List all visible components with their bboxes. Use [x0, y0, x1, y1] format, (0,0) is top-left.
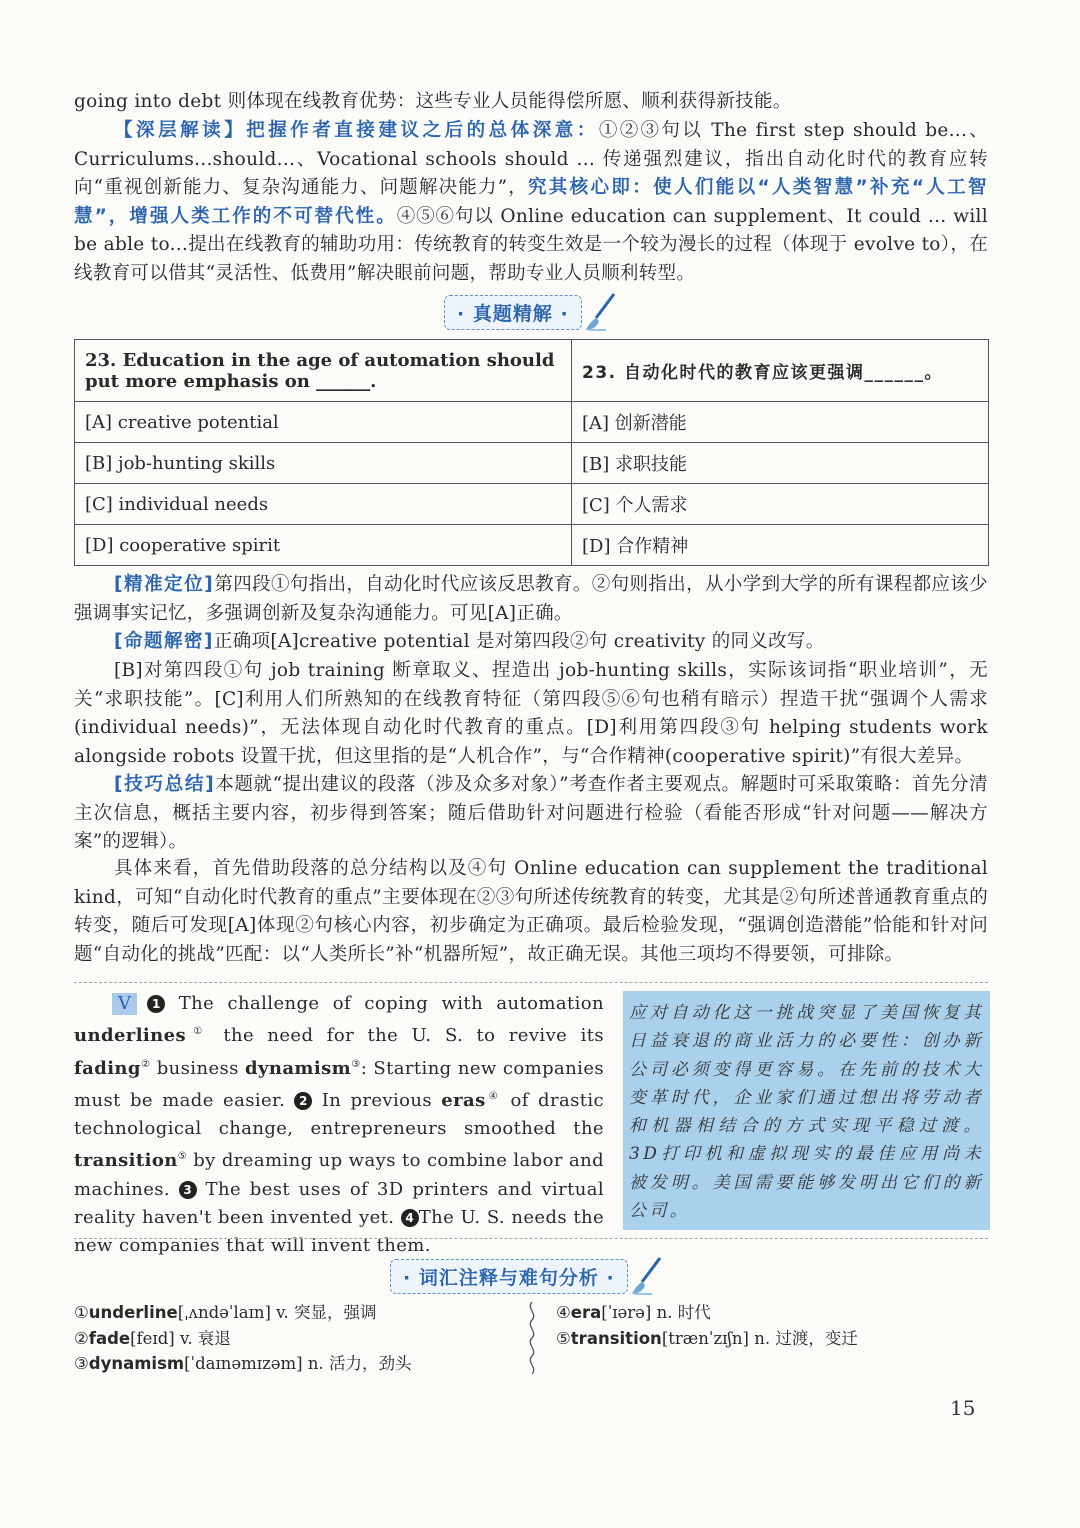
- divider-top: [74, 982, 988, 983]
- sentence-text: : Starting new companies must be made easier.: [74, 1057, 605, 1111]
- sentence-text: of drastic technological change, entrepreneurs smoothed the: [74, 1089, 604, 1140]
- vocab-item: [74, 1351, 411, 1377]
- vocab-word: underlines: [74, 1025, 187, 1047]
- analysis-locate: [74, 571, 988, 628]
- vocab-definition: [ˈdaɪnəmɪzəm] n. 活力，劲头: [184, 1354, 412, 1373]
- vocab-word: fading: [74, 1057, 141, 1079]
- option-d-en: [D] cooperative spirit: [75, 525, 572, 566]
- deep-analysis-label: 【深层解读】把握作者直接建议之后的总体深意：: [114, 120, 599, 141]
- deep-analysis-paragraph: [74, 117, 988, 289]
- vocab-word: transition: [74, 1150, 178, 1172]
- vocab-definition: [feɪd] v. 衰退: [130, 1328, 231, 1348]
- analysis-distractors: [B]对第四段①句 job training 断章取义、捏造出 job-hunting skills，实际该词指“职业培训”，无关“求职技能”。[C]利用人们所熟知的在线教育特征（第四段⑤⑥句也稍有暗示）捏造干扰“强调个人需求(individual needs)”，无法体现自动化时代教育的重点。[D]利用第四段③句 helping students work alongside robots 设置干扰，但这里指的是“人机合作”，与“合作精神(cooperative spirit)”有很大差异。: [74, 660, 988, 767]
- option-d-zh: [D] 合作精神: [572, 525, 989, 566]
- deep-analysis-text1: ①②③句以 The first step should be...、Curriculums...should...、Vocational schools should ... 传递强烈建议，指出自动化时代的教育应转向“重视创新能力、复杂沟通能力、问题解决能力”，: [74, 120, 988, 199]
- option-c-zh: [C] 个人需求: [572, 484, 989, 525]
- vocab-mark: ①: [186, 1026, 210, 1038]
- option-row: [75, 525, 989, 566]
- vocab-num: ③: [74, 1354, 89, 1373]
- sentence-text: by dreaming up ways to combine labor and machines.: [74, 1150, 604, 1200]
- intro-paragraph: going into debt 则体现在线教育优势：这些专业人员能得偿所愿、顺利获得新技能。: [74, 91, 792, 112]
- vocab-num: ⑤: [556, 1328, 571, 1348]
- sentence-text: The U. S. needs the new companies that will invent them.: [74, 1207, 604, 1257]
- vocab-mark: ④: [485, 1090, 502, 1102]
- analysis-locate-label: [精准定位]: [114, 574, 215, 595]
- vocab-num: ②: [74, 1328, 89, 1348]
- sentence-text: the need for the U. S. to revive its: [209, 1025, 604, 1047]
- vocab-mark: ③: [351, 1058, 361, 1070]
- vocab-item: [74, 1300, 411, 1326]
- sentence-number: 4: [401, 1209, 419, 1227]
- section-title-exam: · 真题精解 ·: [444, 295, 582, 330]
- sentence-text: The best uses of 3D printers and virtual reality haven't been invented yet.: [74, 1178, 604, 1229]
- deep-analysis-text2: ④⑤⑥句以 Online education can supplement、It could ... will be able to...提出在线教育的辅助功用：传统教育的转变生效是一个较为漫长的过程（体现于 evolve to），在线教育可以借其“灵活性、低费用”解决眼前问题，帮助专业人员顺利转型。: [74, 205, 988, 284]
- analysis-detail: 具体来看，首先借助段落的总分结构以及④句 Online education can supplement the traditional kind，可知“自动化时代教育的重点”主要体现在②③句所述传统教育的转变，尤其是②句所述普通教育重点的转变，随后可发现[A]体现②句核心内容，初步确定为正确项。最后检验发现，“强调创造潜能”恰能和针对问题“自动化的挑战”匹配：以“人类所长”补“机器所短”，故正确无误。其他三项均不得要领，可排除。: [74, 858, 988, 965]
- analysis-skill-label: [技巧总结]: [114, 774, 216, 795]
- vocab-word: eras: [441, 1089, 486, 1111]
- section-title-vocab: · 词汇注释与难句分析 ·: [390, 1259, 628, 1294]
- vocab-word: dynamism: [245, 1057, 352, 1079]
- vocab-headword: dynamism: [88, 1354, 185, 1373]
- question-table: [74, 339, 989, 566]
- analysis-decode-label: [命题解密]: [114, 631, 214, 652]
- vocab-list-left: [74, 1300, 411, 1377]
- analysis-skill-text: 本题就“提出建议的段落（涉及众多对象）”考查作者主要观点。解题时可采取策略：首先分清主次信息，概括主要内容，初步得到答案；随后借助针对问题进行检验（看能否形成“针对问题——解决方案”的逻辑）。: [74, 774, 988, 853]
- analysis-decode-text: 正确项[A]creative potential 是对第四段②句 creativity 的同义改写。: [213, 631, 825, 652]
- option-row: [75, 402, 989, 443]
- column-separator: [526, 1302, 538, 1374]
- option-b-zh: [B] 求职技能: [572, 443, 989, 484]
- vocab-mark: ②: [140, 1058, 151, 1070]
- vocab-item: [556, 1326, 858, 1352]
- sentence-text: In previous: [312, 1089, 442, 1111]
- analysis-skill: [74, 771, 988, 857]
- option-a-en: [A] creative potential: [75, 402, 572, 443]
- section-header-exam: [444, 292, 618, 332]
- option-a-zh: [A] 创新潜能: [572, 402, 989, 443]
- question-stem-row: [75, 340, 989, 402]
- vocab-item: [556, 1300, 858, 1326]
- vocab-num: ④: [556, 1303, 571, 1322]
- sentence-number: 1: [147, 995, 165, 1013]
- option-b-en: [B] job-hunting skills: [75, 443, 572, 484]
- deep-analysis-core: 究其核心即：使人们能以“人类智慧”补充“人工智慧”，增强人类工作的不可替代性。: [74, 177, 988, 227]
- vocab-headword: underline: [88, 1303, 178, 1322]
- analysis-decode: [74, 628, 988, 657]
- sentence-text: The challenge of coping with automation: [178, 993, 605, 1014]
- translation-box: 应对自动化这一挑战突显了美国恢复其日益衰退的商业活力的必要性：创办新公司必须变得更容易。在先前的技术大变革时代，企业家们通过想出将劳动者和机器相结合的方式实现平稳过渡。3D打印机和虚拟现实的最佳应用尚未被发明。美国需要能够发明出它们的新公司。: [623, 991, 990, 1230]
- option-c-en: [C] individual needs: [75, 484, 572, 525]
- vocab-headword: fade: [88, 1328, 131, 1348]
- analysis-locate-text: 第四段①句指出，自动化时代应该反思教育。②句则指出，从小学到大学的所有课程都应该少强调事实记忆，多强调创新及复杂沟通能力。可见[A]正确。: [74, 574, 988, 624]
- divider-bottom: [74, 1238, 988, 1239]
- option-row: [75, 484, 989, 525]
- vocab-definition: [ˌʌndəˈlaɪn] v. 突显，强调: [177, 1303, 377, 1322]
- question-stem-en: 23. Education in the age of automation should put more emphasis on ______.: [75, 340, 572, 402]
- vocab-headword: transition: [570, 1328, 662, 1348]
- vocab-definition: [ˈɪərə] n. 时代: [601, 1303, 711, 1322]
- option-row: [75, 443, 989, 484]
- question-stem-zh: 23. 自动化时代的教育应该更强调______。: [572, 340, 989, 402]
- vocab-num: ①: [74, 1303, 89, 1322]
- sentence-text: business: [150, 1057, 246, 1079]
- vocab-definition: [trænˈzɪʃn] n. 过渡，变迁: [661, 1328, 858, 1348]
- vocab-item: [74, 1326, 411, 1352]
- sentence-number: 2: [294, 1092, 312, 1110]
- passage-paragraph: [74, 990, 604, 1261]
- vocab-list-right: [556, 1300, 858, 1351]
- vocab-mark: ⑤: [177, 1151, 188, 1163]
- vocab-headword: era: [570, 1303, 602, 1322]
- paragraph-badge: V: [112, 993, 137, 1015]
- brush-icon: [584, 292, 618, 332]
- sentence-number: 3: [179, 1181, 197, 1199]
- page-number: 15: [950, 1396, 976, 1420]
- section-header-vocab: [390, 1256, 664, 1296]
- brush-icon: [630, 1256, 664, 1296]
